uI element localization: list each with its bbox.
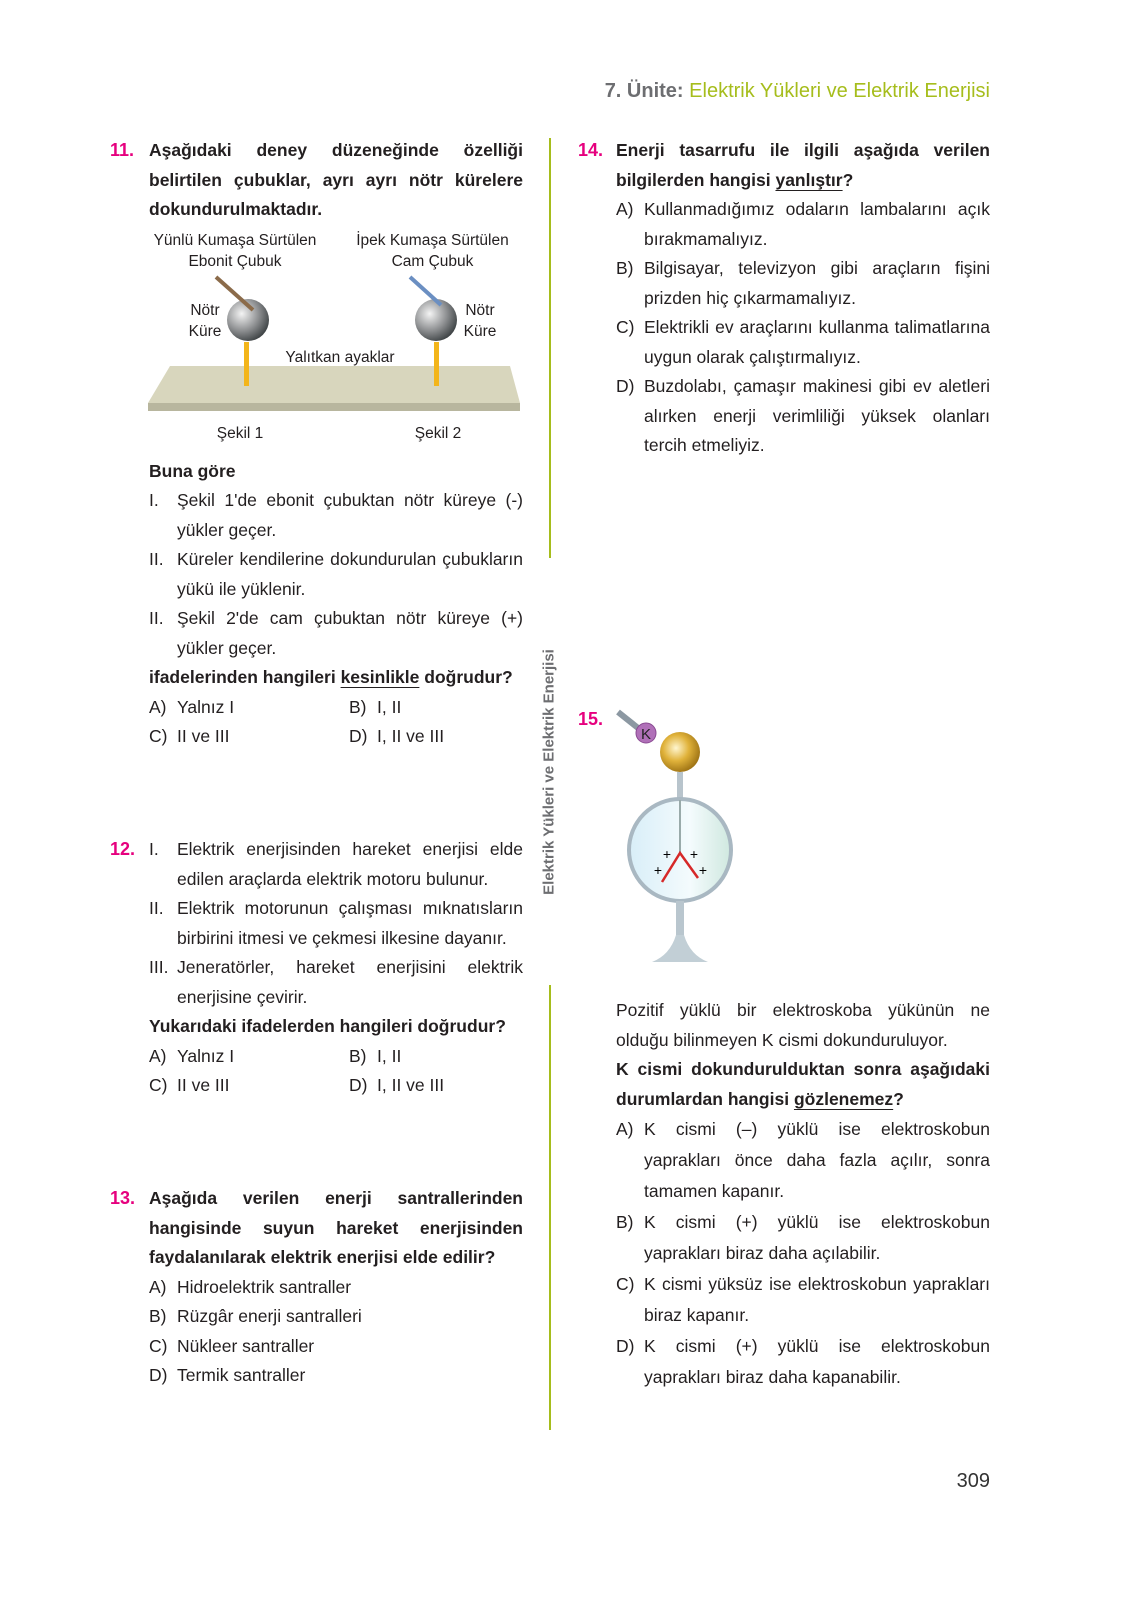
page-number: 309 <box>956 1470 990 1492</box>
column-divider <box>549 985 551 1430</box>
question-number: 12. <box>110 839 136 859</box>
question-stem: Aşağıda verilen enerji santrallerinden hangisinde suyun hareket enerjisinden faydalanılarak elektrik enerjisi elde edilir? <box>149 1188 523 1267</box>
svg-text:+: + <box>662 846 672 862</box>
statement: I. Elektrik enerjisinden hareket enerjisi elde edilen araçlarda elektrik motoru bulunur. <box>149 839 523 889</box>
electroscope-knob <box>660 732 700 772</box>
question-ask: ifadelerinden hangileri kesinlikle doğrudur? <box>149 667 513 687</box>
column-divider <box>549 138 551 558</box>
question-ask: K cismi dokundurulduktan sonra aşağıdaki durumlardan hangisi gözlenemez? <box>616 1059 990 1109</box>
statement: II. Şekil 2'de cam çubuktan nötr küreye (+) yükler geçer. <box>149 608 523 658</box>
svg-text:+: + <box>653 862 663 878</box>
svg-text:+: + <box>689 846 699 862</box>
option-c[interactable]: C) Nükleer santraller <box>149 1335 315 1356</box>
unit-header: 7. Ünite: Elektrik Yükleri ve Elektrik Enerjisi <box>604 80 990 102</box>
option-c[interactable]: C) K cismi yüksüz ise elektroskobun yaprakları biraz kapanır. <box>616 1274 990 1325</box>
question-number: 11. <box>110 140 135 160</box>
stand <box>652 935 708 962</box>
option-a[interactable]: A) Yalnız I <box>149 696 235 717</box>
option-d[interactable]: D) Buzdolabı, çamaşır makinesi gibi ev aletleri alırken enerji verimliliği yüksek olanları tercih etmeliyiz. <box>616 376 990 455</box>
question-number: 14. <box>578 140 604 160</box>
question-ask: Yukarıdaki ifadelerden hangileri doğrudur? <box>149 1016 506 1036</box>
statement: III. Jeneratörler, hareket enerjisini elektrik enerjisine çevirir. <box>149 957 523 1007</box>
option-b[interactable]: B) I, II <box>349 1045 402 1066</box>
option-a[interactable]: A) K cismi (–) yüklü ise elektroskobun yaprakları önce daha fazla açılır, sonra tamamen kapanır. <box>616 1119 990 1201</box>
statement-list <box>149 486 523 752</box>
svg-text:+: + <box>698 862 708 878</box>
option-a[interactable]: A) Hidroelektrik santraller <box>149 1276 352 1297</box>
option-a[interactable]: A) Yalnız I <box>149 1045 235 1066</box>
option-c[interactable]: C) Elektrikli ev araçlarını kullanma talimatlarına uygun olarak çalıştırmalıyız. <box>616 317 990 367</box>
insulating-base <box>148 366 520 403</box>
side-label: Elektrik Yükleri ve Elektrik Enerjisi <box>540 649 558 895</box>
k-rod <box>618 712 638 728</box>
option-d[interactable]: D) K cismi (+) yüklü ise elektroskobun yaprakları biraz daha kapanabilir. <box>616 1336 990 1387</box>
option-d[interactable]: D) I, II ve III <box>349 726 445 746</box>
leg <box>244 342 249 386</box>
statement: II. Elektrik motorunun çalışması mıknatısların birbirini itmesi ve çekmesi ilkesine dayanır. <box>149 898 523 948</box>
question-number: 15. <box>578 709 604 729</box>
option-d[interactable]: D) Termik santraller <box>149 1365 306 1385</box>
statement: I. Şekil 1'de ebonit çubuktan nötr küreye (-) yükler geçer. <box>149 490 523 540</box>
option-b[interactable]: B) Bilgisayar, televizyon gibi araçların fişini prizden hiç çıkarmamalıyız. <box>616 258 990 308</box>
option-c[interactable]: C) II ve III <box>149 1075 230 1095</box>
question-stem: Aşağıdaki deney düzeneğinde özelliği belirtilen çubuklar, ayrı ayrı nötr kürelere dokundurulmaktadır. <box>149 140 523 219</box>
option-d[interactable]: D) I, II ve III <box>349 1075 445 1095</box>
answer-options <box>149 693 523 752</box>
question-stem: Enerji tasarrufu ile ilgili aşağıda verilen bilgilerden hangisi yanlıştır? <box>616 140 990 190</box>
option-b[interactable]: B) Rüzgâr enerji santralleri <box>149 1306 362 1326</box>
leg <box>434 342 439 386</box>
option-c[interactable]: C) II ve III <box>149 726 230 746</box>
electroscope-drawing <box>610 700 750 975</box>
option-b[interactable]: B) I, II <box>349 696 402 717</box>
glass-rod <box>410 277 441 305</box>
apparatus-drawing <box>140 270 530 420</box>
svg-text:K: K <box>640 726 652 743</box>
option-b[interactable]: B) K cismi (+) yüklü ise elektroskobun yaprakları biraz daha açılabilir. <box>616 1212 990 1263</box>
question-text: Pozitif yüklü bir elektroskoba yükünün ne olduğu bilinmeyen K cismi dokunduruluyor. <box>616 1000 990 1050</box>
question-number: 13. <box>110 1188 136 1208</box>
statement: II. Küreler kendilerine dokundurulan çubukların yükü ile yüklenir. <box>149 549 523 599</box>
sphere <box>415 299 457 341</box>
answer-options <box>149 1042 523 1101</box>
intro-text: Buna göre <box>149 461 236 481</box>
option-a[interactable]: A) Kullanmadığımız odaların lambalarını açık bırakmamalıyız. <box>616 199 990 249</box>
